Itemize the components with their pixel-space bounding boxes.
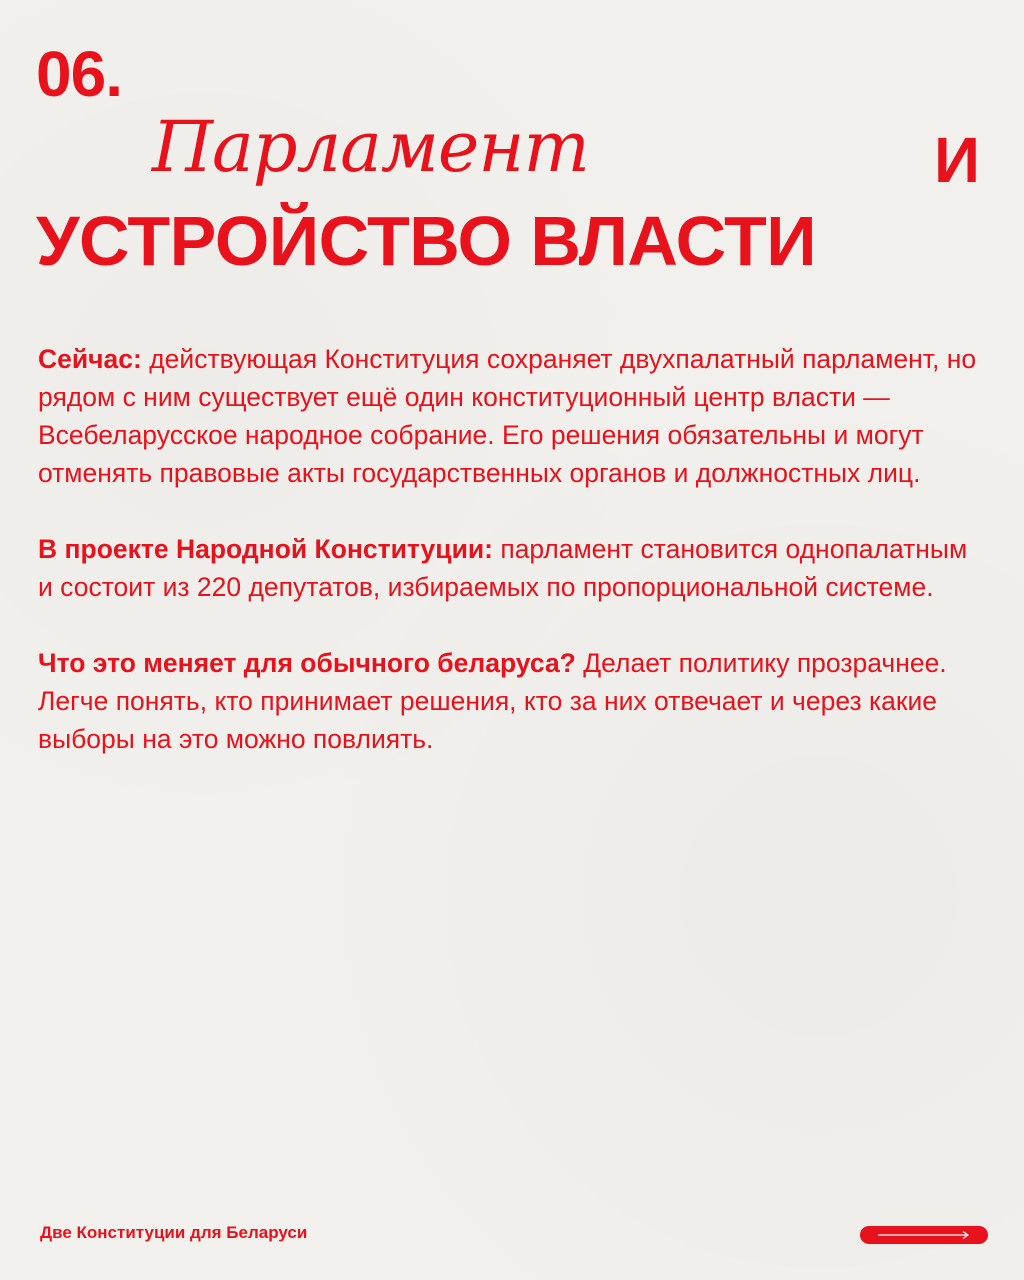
paragraph-text: действующая Конституция сохраняет двухпалатный парламент, но рядом с ним существует ещё один конституционный центр власти — Всебеларусское народное собрание. Его решения обязательны и могут отменять правовые акты государственных органов и должностных лиц.: [38, 344, 977, 488]
paragraph-impact: [38, 644, 988, 758]
next-button[interactable]: [860, 1226, 988, 1244]
paragraph-label: Что это меняет для обычного беларуса?: [38, 648, 576, 678]
paragraph-text: парламент становится однопалатным и состоит из 220 депутатов, избираемых по пропорциональной системе.: [38, 534, 968, 602]
paragraph-project: [38, 530, 988, 606]
heading-conjunction: И: [934, 124, 980, 196]
paragraph-label: Сейчас:: [38, 344, 142, 374]
arrow-right-icon: [876, 1230, 972, 1240]
footer-caption: Две Конституции для Беларуси: [40, 1223, 308, 1242]
content-body: [38, 340, 988, 796]
script-heading: Парламент: [152, 106, 589, 188]
paragraph-label: В проекте Народной Конституции:: [38, 534, 493, 564]
paragraph-current: [38, 340, 988, 492]
paragraph-text: Делает политику прозрачнее. Легче понять, кто принимает решения, кто за них отвечает и через какие выборы на это можно повлиять.: [38, 648, 947, 754]
slide-number: 06.: [36, 38, 122, 110]
page-title: УСТРОЙСТВО ВЛАСТИ: [36, 202, 817, 280]
